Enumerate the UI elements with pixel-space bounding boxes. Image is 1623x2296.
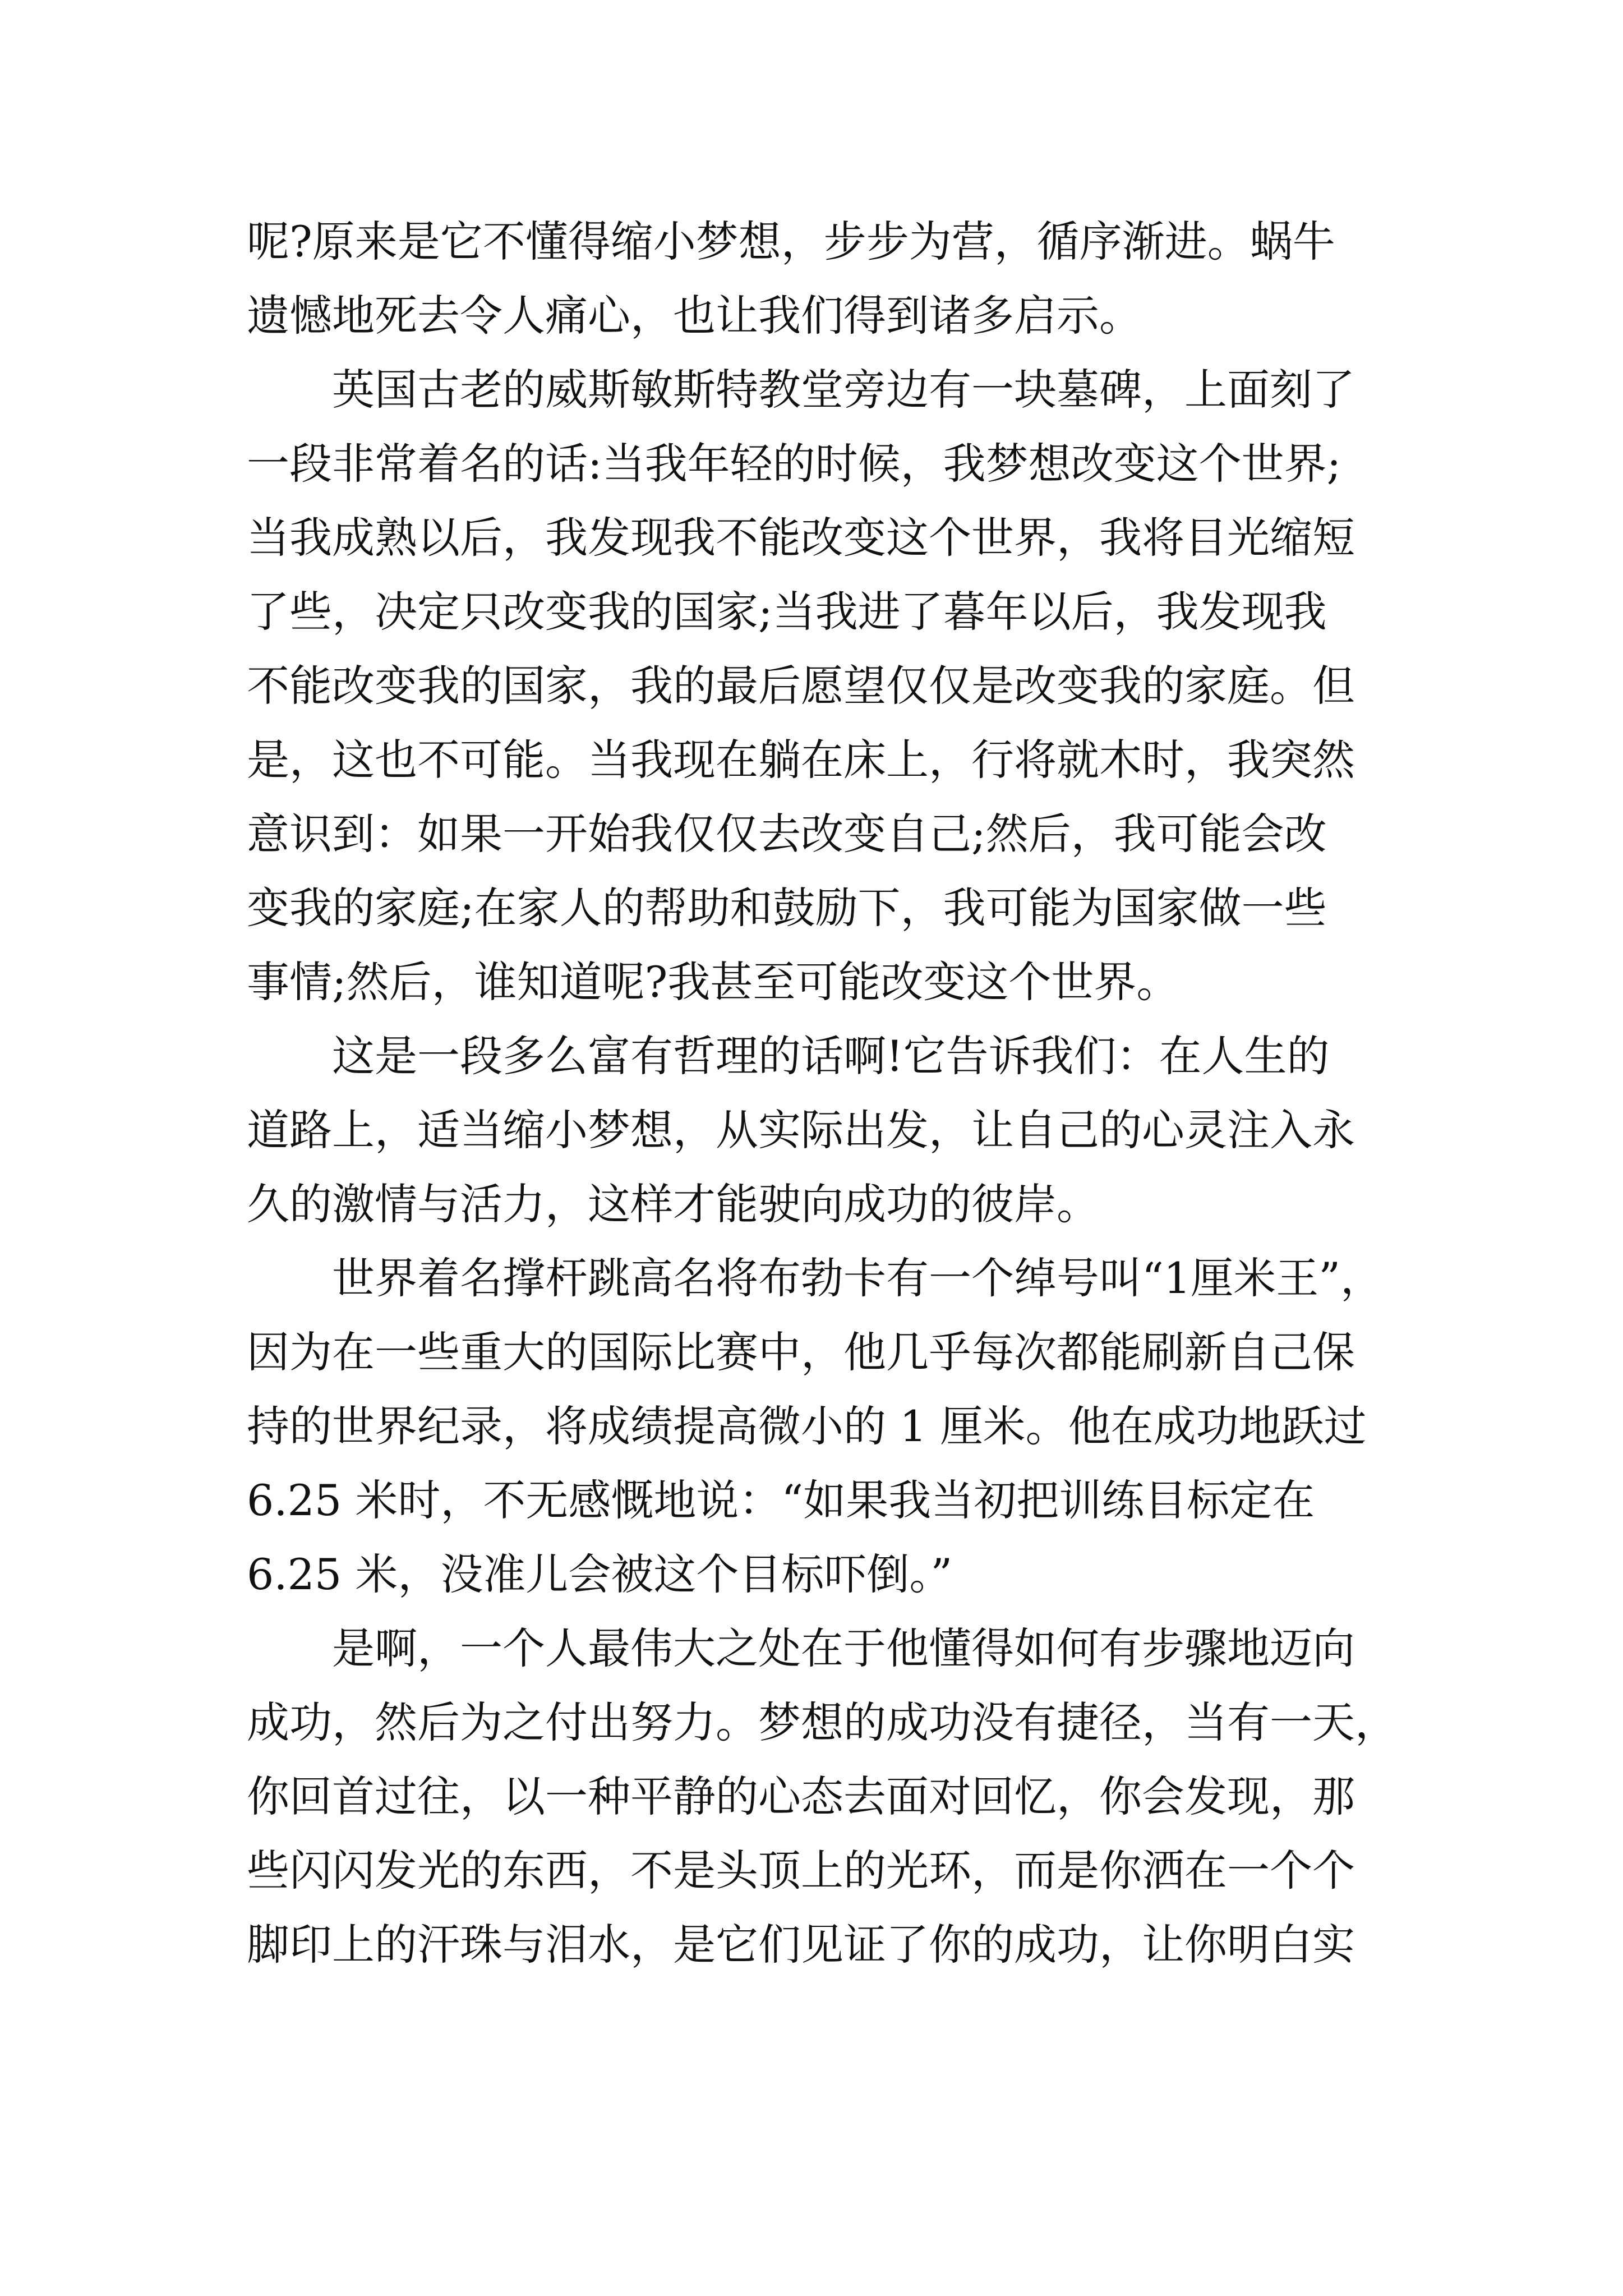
- text-line: 遗憾地死去令人痛心，也让我们得到诸多启示。: [247, 291, 1142, 341]
- text-line: 6.25 米时，不无感慨地说：“如果我当初把训练目标定在: [247, 1475, 1315, 1525]
- text-line: 事情;然后，谁知道呢?我甚至可能改变这个世界。: [247, 957, 1179, 1007]
- paragraph: [247, 205, 1402, 353]
- paragraph: [247, 1241, 1402, 1612]
- text-line: 道路上，适当缩小梦想，从实际出发，让自己的心灵注入永: [247, 1105, 1355, 1155]
- text-line: 意识到：如果一开始我仅仅去改变自己;然后，我可能会改: [247, 809, 1327, 859]
- text-line: 一段非常着名的话:当我年轻的时候，我梦想改变这个世界;: [247, 439, 1341, 489]
- text-line: 6.25 米，没准儿会被这个目标吓倒。”: [247, 1549, 953, 1599]
- text-line: 脚印上的汗珠与泪水，是它们见证了你的成功，让你明白实: [247, 1920, 1355, 1970]
- paragraph: [247, 353, 1402, 1019]
- text-line: 变我的家庭;在家人的帮助和鼓励下，我可能为国家做一些: [247, 883, 1327, 933]
- document-body: [247, 205, 1402, 1982]
- text-line: 你回首过往，以一种平静的心态去面对回忆，你会发现，那: [247, 1772, 1355, 1821]
- text-line: 些闪闪发光的东西，不是头顶上的光环，而是你洒在一个个: [247, 1846, 1355, 1895]
- text-line: 这是一段多么富有哲理的话啊!它告诉我们：在人生的: [247, 1031, 1330, 1081]
- paragraph: [247, 1019, 1402, 1241]
- text-line: 英国古老的威斯敏斯特教堂旁边有一块墓碑，上面刻了: [247, 365, 1355, 415]
- text-line: 持的世界纪录，将成绩提高微小的 1 厘米。他在成功地跃过: [247, 1401, 1367, 1451]
- text-line: 了些，决定只改变我的国家;当我进了暮年以后，我发现我: [247, 587, 1327, 637]
- text-line: 不能改变我的国家，我的最后愿望仅仅是改变我的家庭。但: [247, 661, 1355, 711]
- text-line: 是啊，一个人最伟大之处在于他懂得如何有步骤地迈向: [247, 1623, 1355, 1673]
- text-line: 世界着名撑杆跳高名将布勃卡有一个绰号叫“1厘米王”，: [247, 1253, 1384, 1303]
- text-line: 是，这也不可能。当我现在躺在床上，行将就木时，我突然: [247, 735, 1355, 785]
- text-line: 成功，然后为之付出努力。梦想的成功没有捷径，当有一天，: [247, 1697, 1398, 1747]
- text-line: 呢?原来是它不懂得缩小梦想，步步为营，循序渐进。蜗牛: [247, 217, 1335, 266]
- paragraph: [247, 1612, 1402, 1982]
- text-line: 当我成熟以后，我发现我不能改变这个世界，我将目光缩短: [247, 513, 1355, 563]
- text-line: 久的激情与活力，这样才能驶向成功的彼岸。: [247, 1179, 1099, 1229]
- text-line: 因为在一些重大的国际比赛中，他几乎每次都能刷新自己保: [247, 1327, 1355, 1377]
